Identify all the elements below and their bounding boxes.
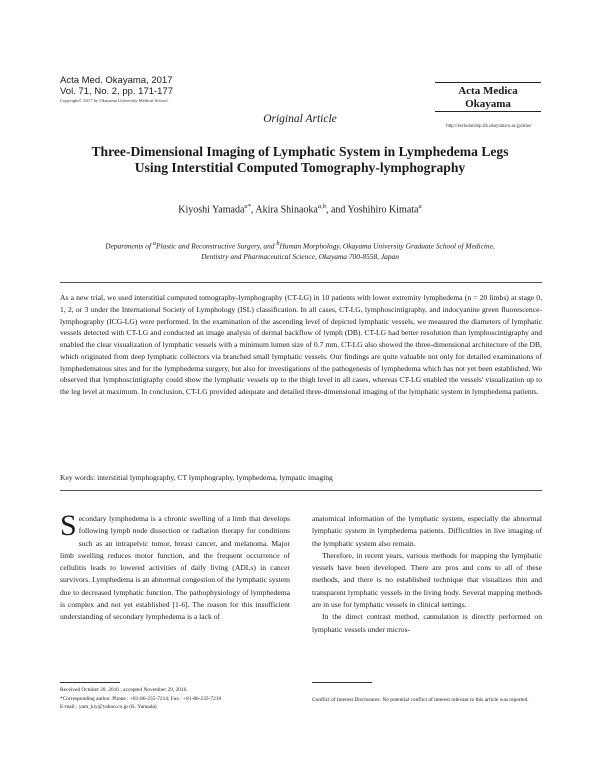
volume-info: Vol. 71, No. 2, pp. 171-177 [60,86,174,97]
author-2-affil: a,b [317,203,326,210]
footnotes-left [60,686,300,712]
author-3-affil: a [418,203,422,210]
affiliation-line-1 [50,239,550,251]
paragraph-text: econdary lymphedema is a chronic swelling of a limb that develops following lymph node dissection or radiation therapy for conditions such as an intrapelvic tumor, breast cancer, and melanoma. Major limb swelling reduces motor function, and the frequent occurrence of cellulitis leads to lowered activities of daily living (ADLs) in cancer survivors. Lymphedema is an abnormal congestion of the lymphatic system due to decreased lymphatic function. The pathophysiology of lymphedema is complex and not yet established [1-6]. The reason for this insufficient understanding of secondary lymphedema is a lack of [60,514,290,622]
author-2: Akira Shinaoka [255,204,318,216]
body-paragraph: anatomical information of the lymphatic system, especially the abnormal lymphatic system in lymphedema patients. Difficulties in live imaging of the lymphatic system also remain. [312,514,542,548]
brand-line-2: Okayama [465,98,511,110]
abstract: As a new trial, we used interstitial computed tomography-lymphography (CT-LG) in 10 patients with lower extremity lymphedema (n = 20 limbs) at stage 0, 1, 2, or 3 under the International Society of Lymphology (ISL) classification. In all cases, CT-LG, lymphoscintigraphy, and indocyanine green fluorescence-lymphography (ICG-LG) were performed. In the examination of the ascending level of depicted lymphatic vessels, we measured the diameters of lymphatic vessels detected with CT-LG and conducted an image analysis of dermal backflow of lymph (DB). CT-LG had better resolution than lymphoscintigraphy and enabled the clear visualization of lymphatic vessels with a minimum lumen size of 0.7 mm. CT-LG also showed the three-dimensional architecture of the DB, which originated from deep lymphatic collectors via branched small lymphatic vessels. Our findings are quite valuable not only for detailed examinations of lymphedematous sites and for the lymphedema surgery, but also for investigations of the pathogenesis of lymphedema which has not yet been established. We observed that lymphoscintigraphy could show the lymphatic vessels up to the thigh level in all cases, whereas CT-LG enabled the vessels' visualization up to the leg level at maximum. In conclusion, CT-LG provided adequate and detailed three-dimensional imaging of the lymphatic system in lymphedema patients. [60,293,542,396]
keywords-text: interstitial lymphography, CT lymphography, lymphedema, lympatic imaging [97,473,333,482]
copyright-notice: Copyright© 2017 by Okayama University Medical School. [60,98,169,103]
conflict-of-interest: Conflict of Interest Disclosures: No potential conflict of interest relevant to this article was reported. [312,697,529,703]
brand-line-1: Acta Medica [458,85,518,97]
body-column-left [60,509,290,624]
keywords-label: Key words: [60,473,96,482]
affiliation-line-2: Dentistry and Pharmaceutical Science, Okayama 700-8558, Japan [201,252,399,262]
body-paragraph [60,509,290,624]
affil-sup-a: a [152,241,156,247]
abstract-top-rule [60,282,542,283]
author-1-affil: a* [244,203,251,210]
author-email: E-mail : yam_kiy@yahoo.co.jp (K. Yamada) [60,704,157,710]
journal-citation: Acta Med. Okayama, 2017 [60,75,173,86]
footnote-rule-right [312,682,372,683]
keywords [60,473,542,482]
affil-text: Human Morphology, Okayama University Graduate School of Medicine, [279,241,495,251]
journal-brand-box [435,82,541,112]
body-paragraph: Therefore, in recent years, various methods for mapping the lymphatic vessels have been developed. There are pros and cons to all of these methods, and there is no established technique that visualizes thin and transparent lymphatic vessels in the living body. Several mapping methods are in use for lymphatic vessels in clinical settings. [312,550,542,610]
body-paragraph: In the direct contrast method, cannulation is directly performed on lymphatic vessels under micros- [312,612,542,634]
journal-url[interactable]: http://escholarship.lib.okayama-u.ac.jp/amo/ [446,124,532,129]
title-line-2: Using Interstitial Computed Tomography-lymphography [134,160,466,175]
received-dates: Received October 20, 2016 ; accepted November 29, 2016. [60,687,188,693]
keywords-bottom-rule [60,490,542,491]
article-type: Original Article [263,113,337,125]
footnote-rule-left [60,682,120,683]
body-column-right [312,513,542,636]
affil-text: Plastic and Reconstructive Surgery, and [155,241,277,251]
affil-text: Departments of [105,241,153,251]
author-sep: , [250,204,256,216]
title-line-1: Three-Dimensional Imaging of Lymphatic System in Lymphedema Legs [91,144,509,159]
drop-cap: S [60,509,77,542]
author-list [0,203,600,215]
affil-sup-b: b [276,241,280,247]
author-sep: , and [325,204,348,216]
corresponding-author: *Corresponding author. Phone : +81-86-235-7214; Fax : +81-86-235-7210 [60,695,222,702]
author-1: Kiyoshi Yamada [178,204,245,216]
author-3: Yoshihiro Kimata [347,204,419,216]
paper-title [40,144,560,176]
affiliation [50,239,550,262]
